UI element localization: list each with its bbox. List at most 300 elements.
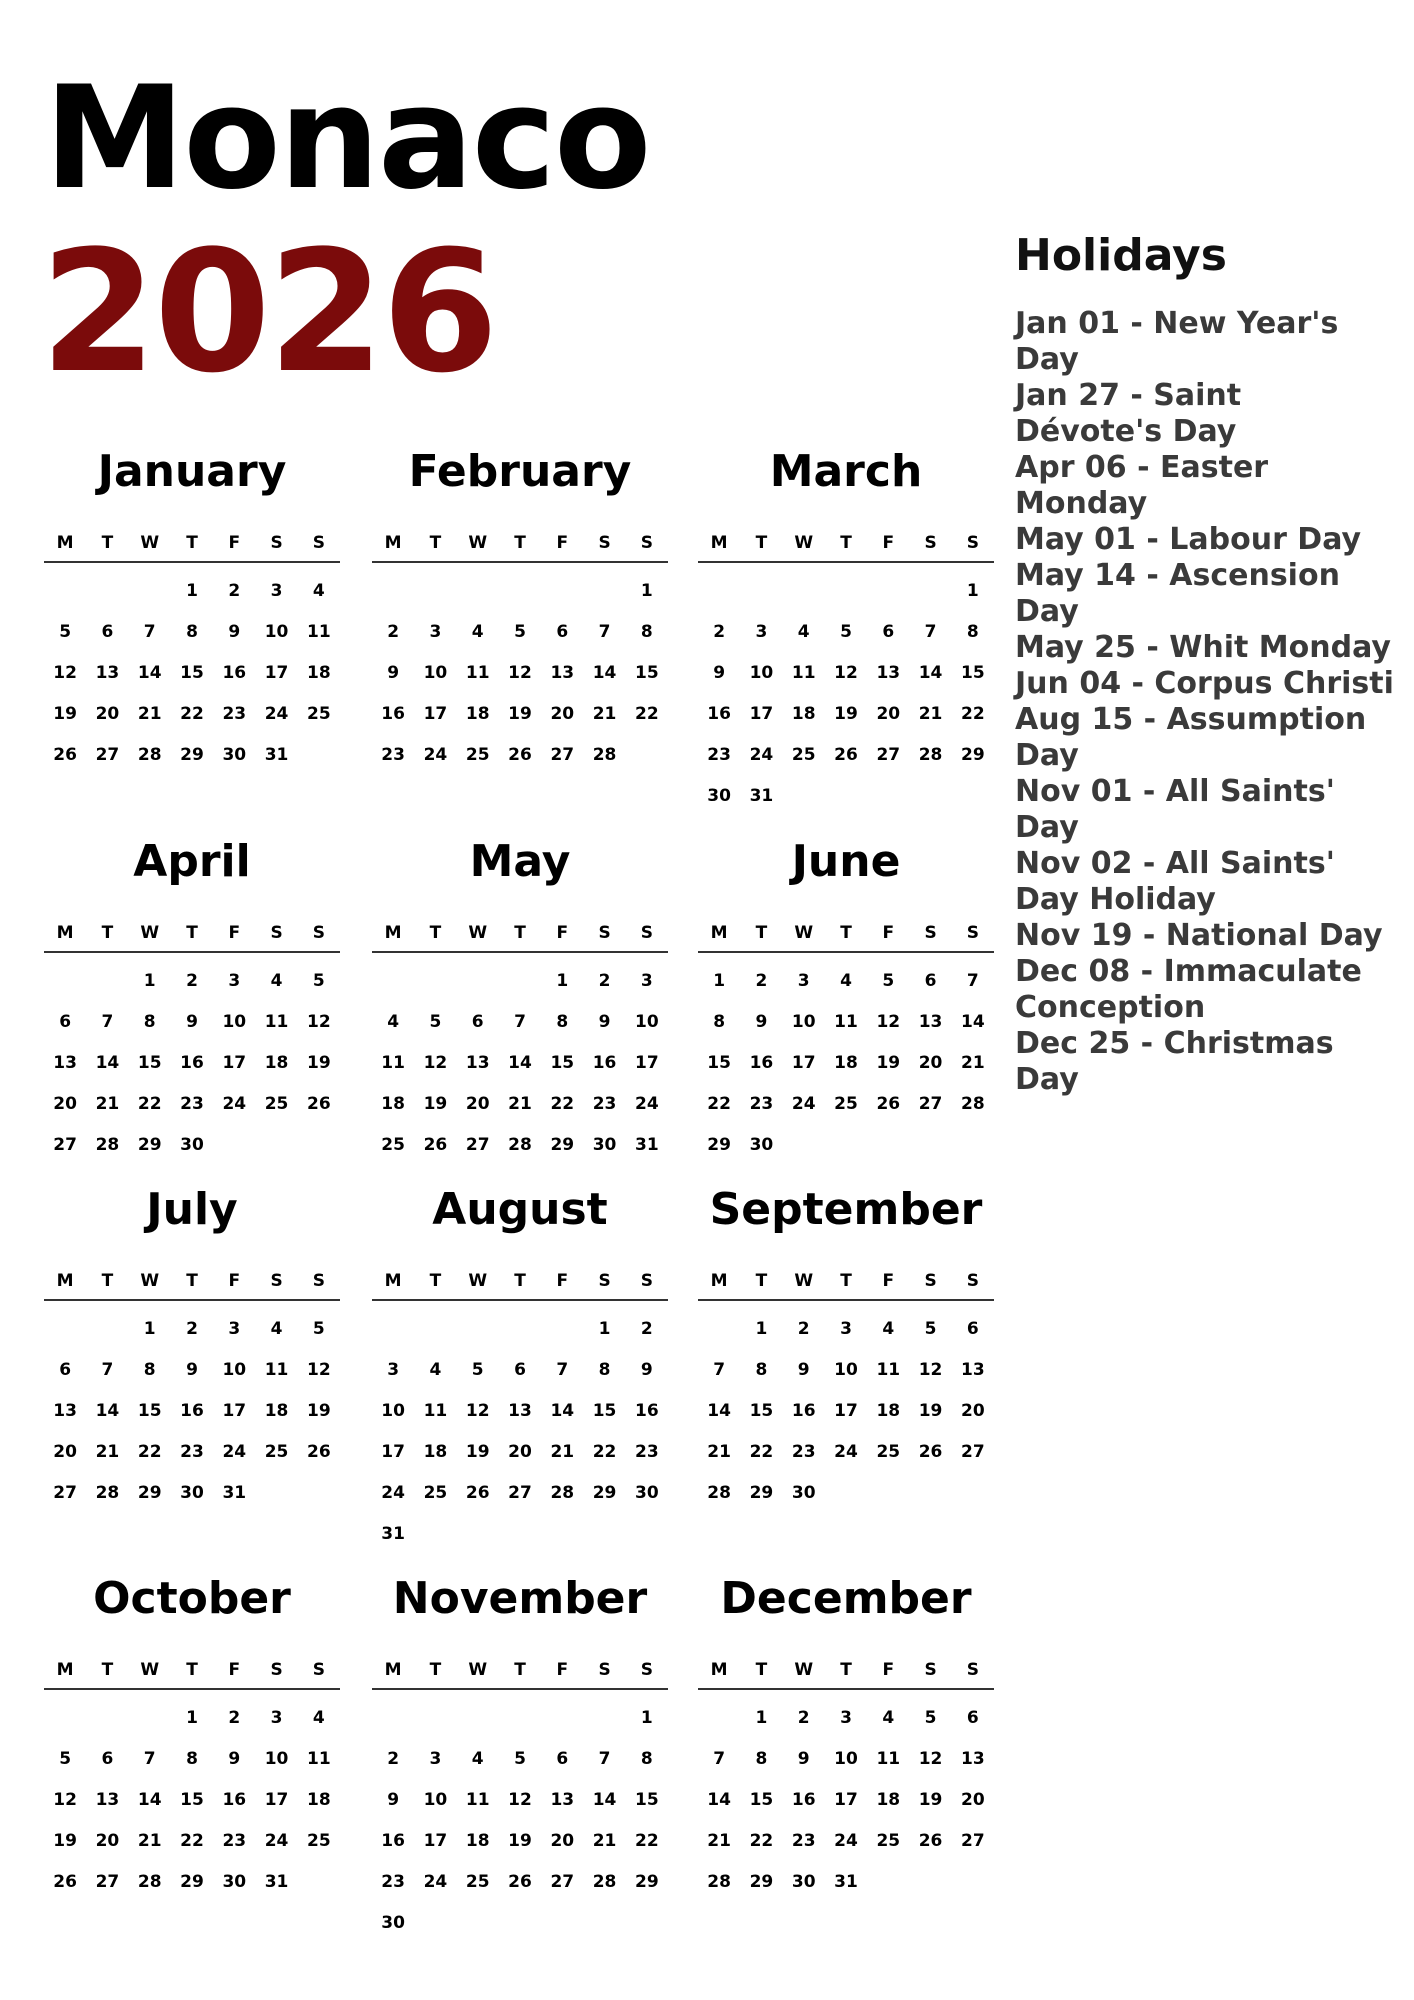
day-cell: 12 (307, 1012, 331, 1032)
day-cell: 12 (53, 663, 77, 683)
weekday-label: T (514, 923, 526, 943)
day-cell: 21 (550, 1442, 575, 1462)
day-cell: 1 (186, 581, 198, 601)
day-cell: 1 (755, 1708, 768, 1728)
day-cell: 5 (312, 971, 325, 991)
day-cell: 18 (381, 1094, 405, 1114)
day-cell: 15 (592, 1401, 617, 1421)
weekday-label: S (640, 923, 653, 943)
weekday-label: M (56, 533, 74, 553)
day-cell: 10 (749, 663, 774, 683)
day-cell: 7 (966, 971, 979, 991)
day-cell: 22 (137, 1094, 162, 1114)
month-december (698, 1573, 994, 1903)
day-cell: 21 (508, 1094, 532, 1114)
day-cell: 26 (918, 1831, 943, 1851)
day-cell: 24 (222, 1442, 247, 1462)
day-cell: 8 (713, 1012, 726, 1032)
day-cell: 14 (95, 1401, 120, 1421)
day-cell: 5 (514, 1749, 526, 1769)
day-cell: 7 (598, 1749, 611, 1769)
day-cell: 13 (95, 1790, 120, 1810)
day-cell: 23 (635, 1442, 659, 1462)
day-grid (698, 1698, 994, 1903)
weekday-label: S (924, 1660, 937, 1680)
weekday-label: T (101, 533, 114, 553)
weekday-label: W (468, 1660, 488, 1680)
day-cell: 11 (307, 1749, 331, 1769)
weekday-label: W (794, 1271, 814, 1291)
weekday-header (372, 531, 668, 563)
day-cell: 17 (381, 1442, 405, 1462)
day-cell: 31 (834, 1872, 858, 1892)
day-cell: 4 (312, 581, 325, 601)
day-cell: 23 (381, 1872, 405, 1892)
day-cell: 3 (228, 971, 241, 991)
day-cell: 18 (465, 1831, 490, 1851)
day-cell: 1 (186, 1708, 198, 1728)
day-cell: 10 (381, 1401, 405, 1421)
weekday-label: M (710, 923, 728, 943)
day-cell: 1 (755, 1319, 768, 1339)
day-cell: 15 (635, 663, 659, 683)
weekday-label: T (186, 923, 198, 943)
day-cell: 5 (312, 1319, 325, 1339)
day-cell: 19 (465, 1442, 490, 1462)
day-cell: 24 (381, 1483, 405, 1503)
day-cell: 17 (423, 704, 448, 724)
month-name: January (97, 446, 287, 497)
month-name: June (791, 836, 901, 887)
empty-day-cell (698, 1698, 740, 1739)
day-cell: 26 (423, 1135, 448, 1155)
day-cell: 22 (550, 1094, 575, 1114)
weekday-label: S (270, 1271, 283, 1291)
day-cell: 29 (180, 745, 204, 765)
weekday-label: F (882, 533, 895, 553)
empty-day-cell (372, 1698, 414, 1739)
weekday-label: S (598, 923, 611, 943)
day-cell: 8 (640, 1749, 653, 1769)
day-cell: 7 (556, 1360, 569, 1380)
day-grid (44, 1698, 340, 1903)
day-cell: 3 (755, 622, 768, 642)
day-cell: 4 (387, 1012, 400, 1032)
weekday-label: F (882, 1271, 895, 1291)
weekday-header (372, 921, 668, 953)
day-cell: 11 (264, 1012, 289, 1032)
weekday-label: T (840, 1660, 852, 1680)
day-cell: 20 (918, 1053, 943, 1073)
day-cell: 16 (791, 1401, 816, 1421)
empty-day-cell (86, 1309, 128, 1350)
weekday-label: S (966, 1660, 979, 1680)
empty-day-cell (129, 1698, 171, 1739)
day-cell: 25 (264, 1442, 289, 1462)
holidays-title: Holidays (1015, 230, 1227, 281)
day-cell: 8 (186, 1749, 198, 1769)
day-cell: 27 (961, 1831, 985, 1851)
day-cell: 23 (707, 745, 731, 765)
day-cell: 1 (556, 971, 569, 991)
day-cell: 11 (876, 1360, 901, 1380)
day-cell: 11 (834, 1012, 858, 1032)
day-cell: 24 (222, 1094, 247, 1114)
day-cell: 13 (961, 1749, 985, 1769)
day-cell: 2 (387, 1749, 400, 1769)
day-cell: 17 (834, 1790, 858, 1810)
day-cell: 29 (592, 1483, 617, 1503)
day-cell: 11 (791, 663, 816, 683)
weekday-label: T (840, 533, 852, 553)
day-cell: 24 (749, 745, 774, 765)
empty-day-cell (499, 1698, 541, 1739)
day-grid (698, 571, 994, 817)
day-cell: 5 (924, 1319, 937, 1339)
day-cell: 7 (924, 622, 937, 642)
day-cell: 31 (749, 786, 774, 806)
weekday-header (372, 1658, 668, 1690)
day-cell: 22 (635, 1831, 659, 1851)
weekday-label: S (640, 1660, 653, 1680)
day-grid (44, 571, 340, 776)
day-cell: 16 (791, 1790, 816, 1810)
day-cell: 8 (640, 622, 653, 642)
day-cell: 3 (270, 1708, 283, 1728)
day-cell: 30 (635, 1483, 659, 1503)
day-cell: 2 (755, 971, 768, 991)
day-cell: 6 (471, 1012, 484, 1032)
day-cell: 22 (635, 704, 659, 724)
day-cell: 15 (749, 1790, 774, 1810)
empty-day-cell (583, 571, 625, 612)
weekday-header (44, 1269, 340, 1301)
holiday-item: Aug 15 - Assumption Day (1015, 702, 1367, 773)
day-cell: 17 (423, 1831, 448, 1851)
day-cell: 16 (749, 1053, 774, 1073)
weekday-label: S (640, 1271, 653, 1291)
day-cell: 27 (508, 1483, 532, 1503)
day-cell: 7 (598, 622, 611, 642)
holidays-list (1015, 306, 1395, 1098)
day-cell: 28 (137, 745, 162, 765)
day-cell: 13 (508, 1401, 532, 1421)
day-cell: 30 (222, 745, 247, 765)
day-cell: 3 (840, 1319, 852, 1339)
empty-day-cell (86, 961, 128, 1002)
weekday-label: T (186, 533, 198, 553)
day-cell: 12 (918, 1360, 943, 1380)
day-cell: 8 (556, 1012, 569, 1032)
day-cell: 20 (95, 704, 120, 724)
day-cell: 22 (749, 1442, 774, 1462)
day-cell: 29 (749, 1872, 774, 1892)
day-cell: 12 (876, 1012, 901, 1032)
month-april (44, 836, 340, 1166)
day-cell: 29 (707, 1135, 731, 1155)
day-cell: 9 (186, 1360, 198, 1380)
weekday-label: S (598, 533, 611, 553)
day-cell: 15 (749, 1401, 774, 1421)
day-cell: 23 (180, 1094, 204, 1114)
empty-day-cell (457, 961, 499, 1002)
day-cell: 2 (387, 622, 400, 642)
empty-day-cell (372, 961, 414, 1002)
day-cell: 22 (137, 1442, 162, 1462)
empty-day-cell (499, 961, 541, 1002)
day-cell: 22 (961, 704, 985, 724)
day-cell: 22 (749, 1831, 774, 1851)
weekday-label: T (514, 1660, 526, 1680)
day-grid (372, 1309, 668, 1555)
empty-day-cell (583, 1698, 625, 1739)
day-cell: 12 (508, 1790, 532, 1810)
holiday-item: May 25 - Whit Monday (1015, 630, 1391, 665)
holiday-item: Dec 08 - Immaculate Conception (1015, 954, 1362, 1025)
day-cell: 31 (264, 1872, 289, 1892)
weekday-label: S (312, 923, 325, 943)
weekday-label: T (101, 923, 114, 943)
day-cell: 2 (186, 971, 198, 991)
weekday-label: T (429, 1271, 442, 1291)
holiday-item: Nov 02 - All Saints' Day Holiday (1015, 846, 1335, 917)
day-cell: 14 (918, 663, 943, 683)
weekday-label: T (429, 923, 442, 943)
weekday-label: S (270, 533, 283, 553)
day-cell: 17 (264, 1790, 289, 1810)
day-cell: 10 (834, 1749, 858, 1769)
day-cell: 4 (882, 1708, 895, 1728)
day-cell: 19 (53, 1831, 77, 1851)
day-cell: 19 (423, 1094, 448, 1114)
day-cell: 9 (186, 1012, 198, 1032)
day-cell: 10 (222, 1012, 247, 1032)
month-name: April (133, 836, 251, 887)
weekday-label: F (882, 1660, 895, 1680)
day-cell: 20 (53, 1442, 77, 1462)
day-cell: 2 (713, 622, 726, 642)
day-cell: 17 (834, 1401, 858, 1421)
day-cell: 27 (550, 1872, 575, 1892)
day-grid (44, 961, 340, 1166)
day-grid (44, 1309, 340, 1514)
day-cell: 8 (755, 1360, 768, 1380)
weekday-label: S (270, 1660, 283, 1680)
day-cell: 8 (755, 1749, 768, 1769)
weekday-label: S (924, 1271, 937, 1291)
day-cell: 16 (180, 1053, 204, 1073)
day-cell: 20 (508, 1442, 532, 1462)
day-cell: 5 (429, 1012, 442, 1032)
day-cell: 30 (707, 786, 731, 806)
day-cell: 29 (137, 1483, 162, 1503)
day-cell: 15 (137, 1053, 162, 1073)
holiday-item: Nov 19 - National Day (1015, 918, 1383, 953)
day-cell: 28 (707, 1483, 731, 1503)
weekday-label: T (186, 1271, 198, 1291)
weekday-header (698, 531, 994, 563)
weekday-label: T (755, 1660, 768, 1680)
day-cell: 18 (791, 704, 816, 724)
holiday-item: Jan 01 - New Year's Day (1015, 306, 1339, 377)
day-cell: 5 (471, 1360, 484, 1380)
day-grid (372, 961, 668, 1166)
day-cell: 24 (423, 1872, 448, 1892)
day-cell: 27 (95, 1872, 120, 1892)
empty-day-cell (44, 1309, 86, 1350)
weekday-label: W (140, 533, 160, 553)
day-cell: 12 (465, 1401, 490, 1421)
day-cell: 25 (264, 1094, 289, 1114)
day-cell: 6 (882, 622, 895, 642)
day-cell: 28 (550, 1483, 575, 1503)
weekday-label: M (710, 1660, 728, 1680)
day-cell: 21 (707, 1831, 731, 1851)
empty-day-cell (825, 571, 867, 612)
empty-day-cell (129, 571, 171, 612)
day-cell: 15 (635, 1790, 659, 1810)
day-cell: 30 (592, 1135, 617, 1155)
day-cell: 14 (707, 1401, 731, 1421)
day-cell: 16 (381, 704, 405, 724)
day-cell: 6 (59, 1012, 72, 1032)
day-cell: 17 (791, 1053, 816, 1073)
day-cell: 21 (961, 1053, 985, 1073)
day-cell: 19 (876, 1053, 901, 1073)
day-cell: 28 (961, 1094, 985, 1114)
day-cell: 25 (876, 1831, 901, 1851)
day-cell: 30 (749, 1135, 774, 1155)
month-november (372, 1573, 668, 1944)
holidays-panel (1015, 230, 1395, 1098)
day-cell: 10 (264, 1749, 289, 1769)
day-cell: 18 (307, 1790, 331, 1810)
day-cell: 6 (924, 971, 937, 991)
day-cell: 24 (834, 1442, 858, 1462)
day-cell: 20 (961, 1401, 985, 1421)
day-cell: 2 (640, 1319, 653, 1339)
weekday-label: S (598, 1660, 611, 1680)
empty-day-cell (86, 1698, 128, 1739)
day-cell: 5 (514, 622, 526, 642)
day-cell: 7 (143, 1749, 156, 1769)
day-cell: 1 (143, 971, 156, 991)
day-cell: 28 (592, 1872, 617, 1892)
day-cell: 25 (791, 745, 816, 765)
weekday-label: F (882, 923, 895, 943)
weekday-label: M (384, 1271, 402, 1291)
day-cell: 26 (918, 1442, 943, 1462)
weekday-label: M (56, 923, 74, 943)
day-cell: 20 (961, 1790, 985, 1810)
day-cell: 23 (592, 1094, 617, 1114)
holiday-item: Dec 25 - Christmas Day (1015, 1026, 1334, 1097)
day-cell: 26 (876, 1094, 901, 1114)
day-cell: 7 (713, 1360, 726, 1380)
day-cell: 20 (876, 704, 901, 724)
empty-day-cell (698, 571, 740, 612)
day-cell: 17 (264, 663, 289, 683)
day-cell: 2 (228, 581, 241, 601)
empty-day-cell (457, 1309, 499, 1350)
weekday-header (698, 921, 994, 953)
weekday-label: S (924, 923, 937, 943)
empty-day-cell (457, 1698, 499, 1739)
day-cell: 22 (180, 704, 204, 724)
weekday-label: S (924, 533, 937, 553)
day-cell: 4 (840, 971, 852, 991)
day-cell: 2 (186, 1319, 198, 1339)
day-cell: 13 (53, 1401, 77, 1421)
day-cell: 13 (550, 663, 575, 683)
day-cell: 29 (550, 1135, 575, 1155)
empty-day-cell (414, 1309, 456, 1350)
day-cell: 20 (53, 1094, 77, 1114)
day-cell: 28 (592, 745, 617, 765)
day-cell: 5 (882, 971, 895, 991)
day-cell: 27 (876, 745, 901, 765)
empty-day-cell (372, 571, 414, 612)
day-cell: 10 (791, 1012, 816, 1032)
day-cell: 29 (961, 745, 985, 765)
day-cell: 14 (508, 1053, 532, 1073)
day-cell: 4 (471, 1749, 484, 1769)
weekday-label: T (755, 1271, 768, 1291)
day-cell: 4 (312, 1708, 325, 1728)
empty-day-cell (414, 571, 456, 612)
page-title-year: 2026 (40, 214, 496, 410)
weekday-label: T (101, 1660, 114, 1680)
day-cell: 13 (53, 1053, 77, 1073)
weekday-label: F (228, 1660, 241, 1680)
weekday-label: F (228, 533, 241, 553)
weekday-label: S (312, 1271, 325, 1291)
day-cell: 27 (53, 1135, 77, 1155)
weekday-label: W (794, 1660, 814, 1680)
month-july (44, 1184, 340, 1514)
day-cell: 17 (222, 1053, 247, 1073)
day-cell: 7 (101, 1012, 114, 1032)
day-cell: 10 (834, 1360, 858, 1380)
day-cell: 18 (264, 1401, 289, 1421)
day-cell: 30 (180, 1135, 204, 1155)
day-cell: 9 (228, 1749, 241, 1769)
day-cell: 26 (53, 1872, 77, 1892)
day-cell: 18 (876, 1790, 901, 1810)
day-cell: 20 (95, 1831, 120, 1851)
day-cell: 31 (381, 1524, 405, 1544)
weekday-label: W (468, 923, 488, 943)
empty-day-cell (457, 571, 499, 612)
day-cell: 3 (228, 1319, 241, 1339)
month-september (698, 1184, 994, 1514)
empty-day-cell (414, 961, 456, 1002)
weekday-label: M (56, 1271, 74, 1291)
day-cell: 6 (101, 622, 114, 642)
day-cell: 3 (797, 971, 810, 991)
day-cell: 19 (918, 1401, 943, 1421)
day-cell: 6 (556, 622, 569, 642)
day-cell: 5 (840, 622, 852, 642)
day-cell: 12 (508, 663, 532, 683)
weekday-label: W (140, 923, 160, 943)
day-cell: 18 (465, 704, 490, 724)
weekday-label: T (755, 533, 768, 553)
day-cell: 30 (180, 1483, 204, 1503)
weekday-label: T (101, 1271, 114, 1291)
day-cell: 11 (465, 1790, 490, 1810)
day-cell: 4 (270, 971, 283, 991)
